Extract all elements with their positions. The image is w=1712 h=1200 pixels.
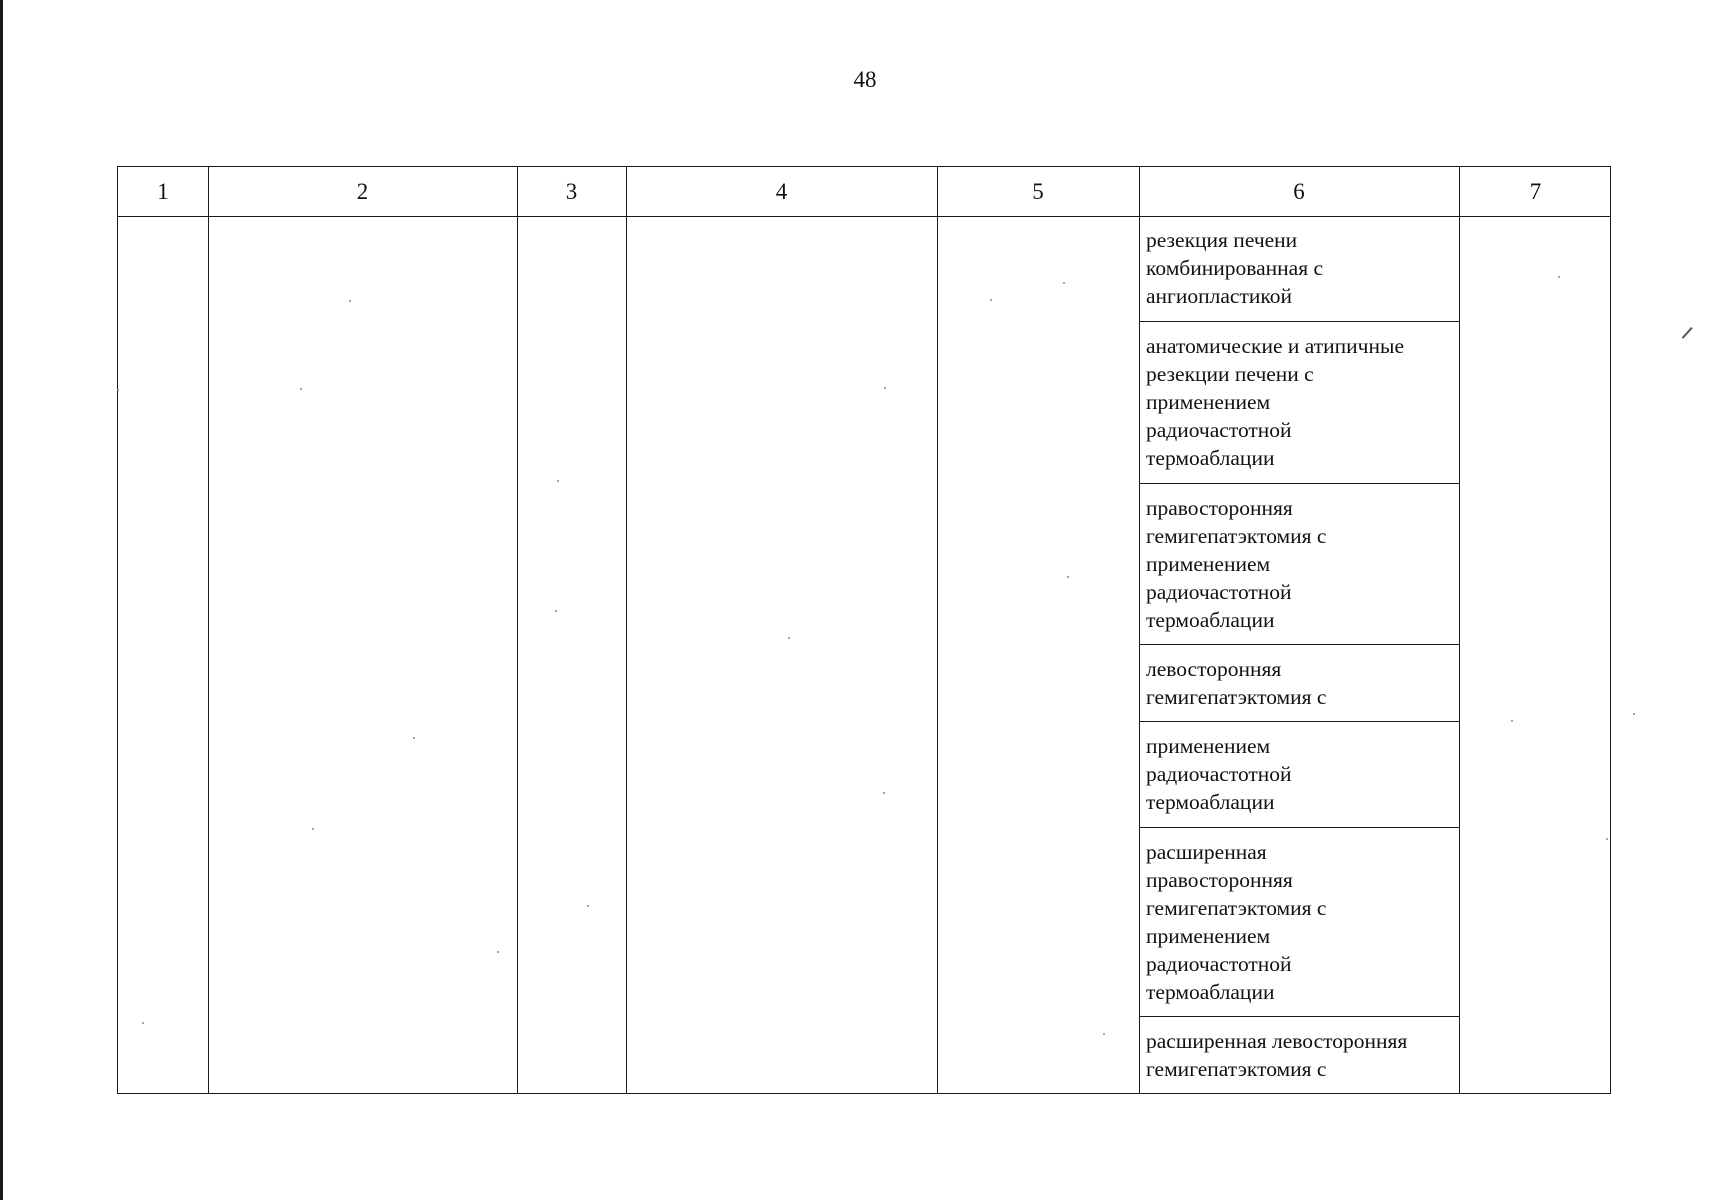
scan-speck (1067, 576, 1069, 578)
column-divider-3 (626, 167, 627, 1093)
scan-speck (413, 737, 415, 739)
procedure-text-line: ангиопластикой (1146, 284, 1292, 308)
header-cell-7: 7 (1529, 179, 1542, 204)
procedure-text-line: термоаблации (1146, 980, 1275, 1004)
scan-speck (555, 610, 557, 612)
scan-speck (497, 951, 499, 953)
procedure-text-line: правосторонняя (1146, 868, 1293, 892)
scan-speck (788, 637, 790, 639)
procedure-text-line: применением (1146, 390, 1271, 414)
scan-speck (117, 389, 119, 391)
header-cell-1: 1 (157, 179, 169, 204)
scan-speck (557, 480, 559, 482)
procedures-table (117, 166, 1611, 1094)
column-divider-4 (937, 167, 938, 1093)
procedure-text-line: гемигепатэктомия с (1146, 685, 1327, 709)
procedure-text-line: радиочастотной (1146, 580, 1292, 604)
scan-speck (1606, 838, 1608, 840)
scan-speck (1063, 282, 1065, 284)
scan-speck (349, 300, 351, 302)
scan-speck (1633, 713, 1635, 715)
procedure-text-line: радиочастотной (1146, 762, 1292, 786)
column-divider-2 (517, 167, 518, 1093)
header-cell-4: 4 (775, 179, 788, 204)
procedure-cell (1139, 722, 1459, 828)
procedure-cell (1139, 645, 1459, 722)
procedure-text-line: термоаблации (1146, 446, 1275, 470)
procedure-text-line: комбинированная с (1146, 256, 1324, 280)
header-cell-3: 3 (565, 179, 578, 204)
column-6-cells (1139, 216, 1459, 1095)
scan-speck (587, 905, 589, 907)
scan-speck (1103, 1033, 1105, 1035)
column-divider-1 (208, 167, 209, 1093)
header-cell-5: 5 (1032, 179, 1044, 204)
procedure-text-line: гемигепатэктомия с (1146, 1057, 1327, 1081)
header-cell-2: 2 (356, 179, 369, 204)
procedure-cell (1139, 322, 1459, 484)
procedure-text-line: гемигепатэктомия с (1146, 896, 1327, 920)
procedure-cell (1139, 828, 1459, 1017)
scan-speck (1511, 720, 1513, 722)
procedure-text-line: применением (1146, 734, 1271, 758)
procedure-text-line: термоаблации (1146, 790, 1275, 814)
procedure-cell (1139, 216, 1459, 322)
procedure-text-line: расширенная левосторонняя (1146, 1029, 1408, 1053)
procedure-text-line: термоаблации (1146, 608, 1275, 632)
procedure-cell (1139, 484, 1459, 645)
scan-speck (142, 1022, 144, 1024)
procedure-text-line: радиочастотной (1146, 418, 1292, 442)
scan-speck (312, 828, 314, 830)
procedure-text-line: резекция печени (1146, 228, 1298, 252)
procedure-text-line: правосторонняя (1146, 496, 1293, 520)
procedure-text-line: применением (1146, 924, 1271, 948)
procedure-text-line: расширенная (1146, 840, 1267, 864)
procedure-text-line: гемигепатэктомия с (1146, 524, 1327, 548)
column-divider-6 (1459, 167, 1460, 1093)
scan-mark (1682, 327, 1692, 338)
procedure-text-line: радиочастотной (1146, 952, 1292, 976)
scan-speck (300, 388, 302, 390)
procedure-cell (1139, 1017, 1459, 1095)
scan-speck (990, 299, 992, 301)
procedure-text-line: резекции печени с (1146, 362, 1314, 386)
page-number: 48 (853, 67, 877, 92)
procedure-text-line: анатомические и атипичные (1146, 334, 1404, 358)
header-cell-6: 6 (1293, 179, 1305, 204)
table-header-row (118, 167, 1610, 217)
scan-speck (884, 387, 886, 389)
procedure-text-line: применением (1146, 552, 1271, 576)
scan-left-edge (0, 0, 3, 1200)
scan-speck (1558, 276, 1560, 278)
procedure-text-line: левосторонняя (1146, 657, 1282, 681)
scan-speck (883, 792, 885, 794)
